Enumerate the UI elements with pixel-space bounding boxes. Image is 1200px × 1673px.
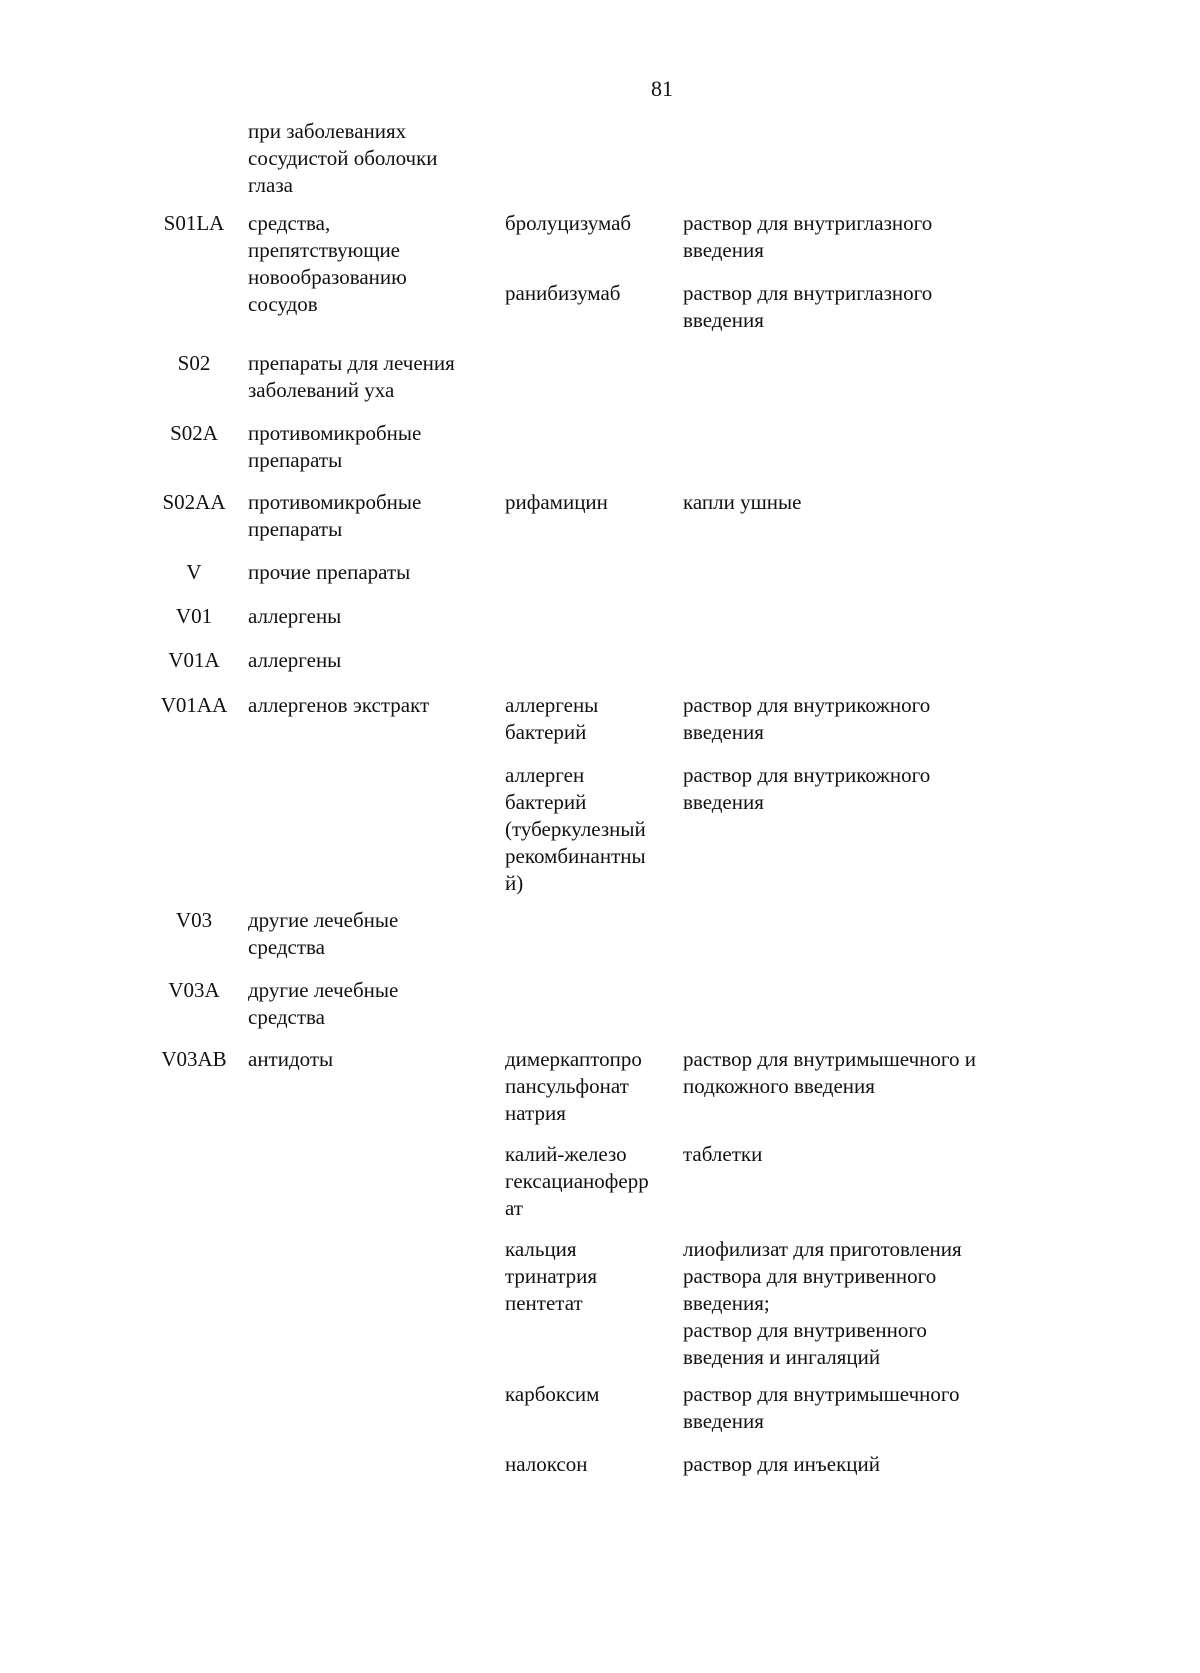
drug-name-cell: кальция тринатрия пентетат (505, 1237, 598, 1315)
group-name-cell: другие лечебные средства (248, 908, 399, 959)
group-name-cell: средства, препятствующие новообразованию сосудов (248, 211, 407, 316)
atc-code-cell: V01 (175, 604, 213, 628)
atc-code-cell: S01LA (163, 211, 225, 235)
dosage-form-cell: раствор для внутрикожного введения (683, 693, 931, 744)
atc-code-cell: V03A (168, 978, 220, 1002)
group-name-cell: другие лечебные средства (248, 978, 399, 1029)
dosage-form-cell: лиофилизат для приготовления раствора для внутривенного введения; раствор для внутривенного введения и ингаляций (683, 1237, 962, 1369)
group-name-cell: противомикробные препараты (248, 490, 422, 541)
drug-name-cell: аллерген бактерий (туберкулезный рекомбинантны й) (505, 763, 646, 895)
drug-name-cell: налоксон (505, 1452, 588, 1476)
dosage-form-cell: раствор для внутриглазного введения (683, 211, 933, 262)
dosage-form-cell: капли ушные (683, 490, 802, 514)
atc-code-cell: S02AA (162, 490, 226, 514)
atc-code-cell: V03 (175, 908, 213, 932)
atc-code-cell: S02 (177, 351, 211, 375)
page-number: 81 (651, 76, 673, 101)
drug-name-cell: рифамицин (505, 490, 608, 514)
group-name-cell: аллергены (248, 648, 342, 672)
dosage-form-cell: таблетки (683, 1142, 763, 1166)
atc-code-cell: S02A (170, 421, 218, 445)
group-name-cell: противомикробные препараты (248, 421, 422, 472)
group-name-cell: антидоты (248, 1047, 334, 1071)
group-name-cell: аллергены (248, 604, 342, 628)
atc-code-cell: V01AA (160, 693, 228, 717)
atc-code-cell: V01A (168, 648, 220, 672)
drug-name-cell: аллергены бактерий (505, 693, 599, 744)
drug-name-cell: ранибизумаб (505, 281, 621, 305)
drug-name-cell: димеркаптопро пансульфонат натрия (505, 1047, 642, 1125)
atc-code-cell: V (186, 560, 202, 584)
drug-name-cell: калий-железо гексацианоферр ат (505, 1142, 649, 1220)
dosage-form-cell: раствор для внутримышечного и подкожного введения (683, 1047, 976, 1098)
drug-name-cell: карбоксим (505, 1382, 600, 1406)
drug-name-cell: бролуцизумаб (505, 211, 632, 235)
group-name-cell: прочие препараты (248, 560, 411, 584)
dosage-form-cell: раствор для инъекций (683, 1452, 880, 1476)
dosage-form-cell: раствор для внутрикожного введения (683, 763, 931, 814)
group-name-cell: аллергенов экстракт (248, 693, 430, 717)
atc-code-cell: V03AB (161, 1047, 227, 1071)
group-name-cell: при заболеваниях сосудистой оболочки глаза (248, 119, 438, 197)
dosage-form-cell: раствор для внутриглазного введения (683, 281, 933, 332)
dosage-form-cell: раствор для внутримышечного введения (683, 1382, 960, 1433)
group-name-cell: препараты для лечения заболеваний уха (248, 351, 455, 402)
